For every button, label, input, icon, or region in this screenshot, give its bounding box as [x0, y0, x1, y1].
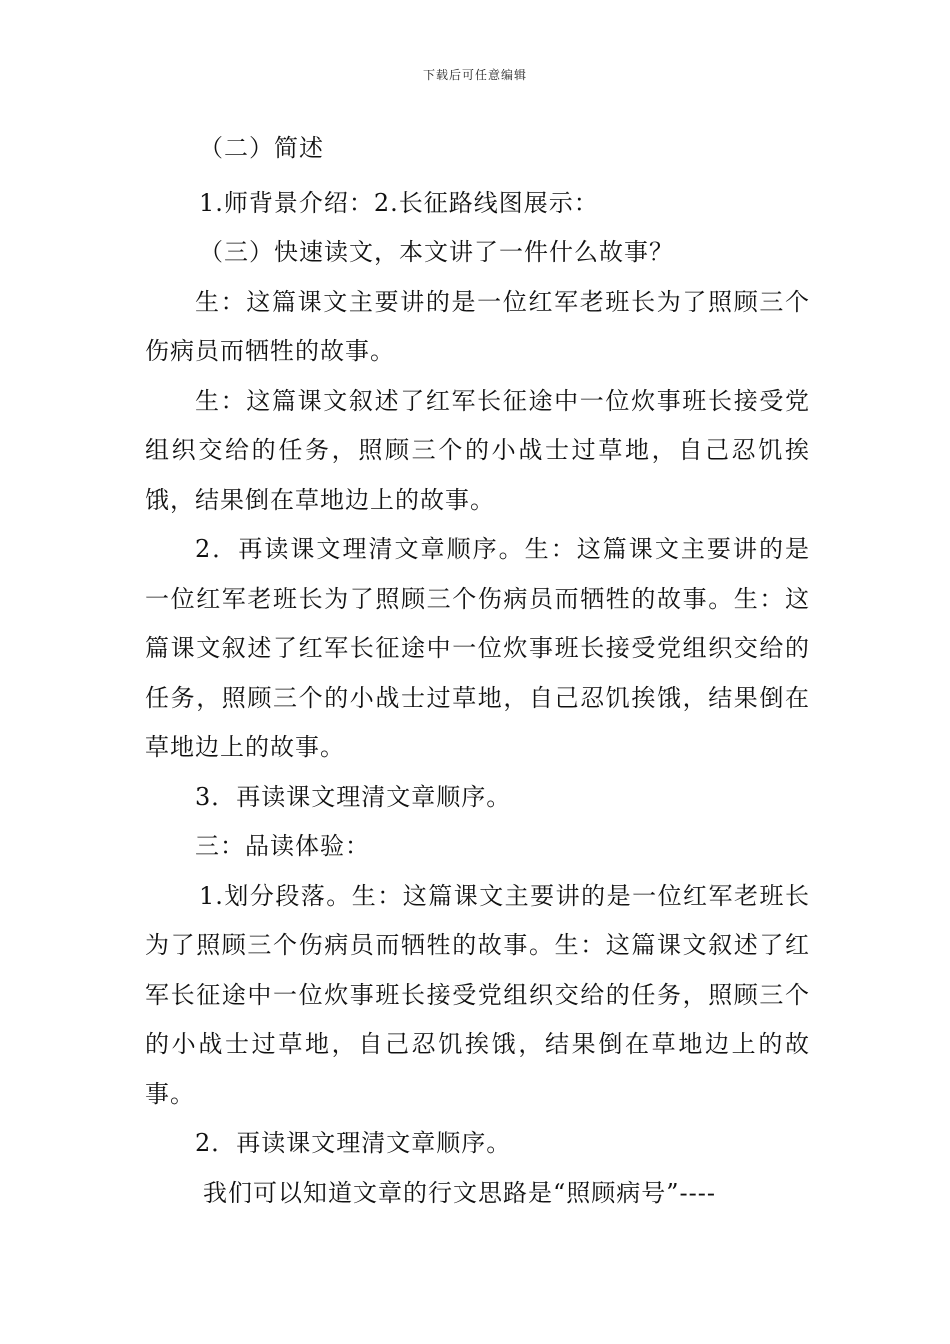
page-header: 下载后可任意编辑	[422, 68, 527, 82]
section-heading-brief: （二）简述	[199, 134, 324, 162]
paragraph-student-answer-2: 生：这篇课文叙述了红军长征途中一位炊事班长接受党组织交给的任务，照顾三个的小战士过草地，自己忍饥挨饿，结果倒在草地边上的故事。	[145, 386, 810, 514]
document-body	[145, 124, 810, 1218]
paragraph-reread-2: 3．再读课文理清文章顺序。	[195, 782, 512, 811]
paragraph-reread-1: 2．再读课文理清文章顺序。生：这篇课文主要讲的是一位红军老班长为了照顾三个伤病员而牺牲的故事。生：这篇课文叙述了红军长征途中一位炊事班长接受党组织交给的任务，照顾三个的小战士过草地，自己忍饥挨饿，结果倒在草地边上的故事。	[145, 535, 810, 761]
paragraph-reread-3: 2．再读课文理清文章顺序。	[195, 1129, 512, 1157]
paragraph-student-answer-1: 生：这篇课文主要讲的是一位红军老班长为了照顾三个伤病员而牺牲的故事。	[145, 287, 810, 365]
section-heading-quick-read: （三）快速读文，本文讲了一件什么故事？	[199, 238, 674, 266]
section-heading-appreciation: 三：品读体验：	[195, 832, 370, 860]
paragraph-writing-idea: 我们可以知道文章的行文思路是“照顾病号”----	[203, 1178, 716, 1207]
paragraph-divide-sections: 1.划分段落。生：这篇课文主要讲的是一位红军老班长为了照顾三个伤病员而牺牲的故事。生：这篇课文叙述了红军长征途中一位炊事班长接受党组织交给的任务，照顾三个的小战士过草地，自己忍饥挨饿，结果倒在草地边上的故事。	[145, 881, 810, 1108]
paragraph-background: 1.师背景介绍：2.长征路线图展示：	[199, 188, 599, 217]
